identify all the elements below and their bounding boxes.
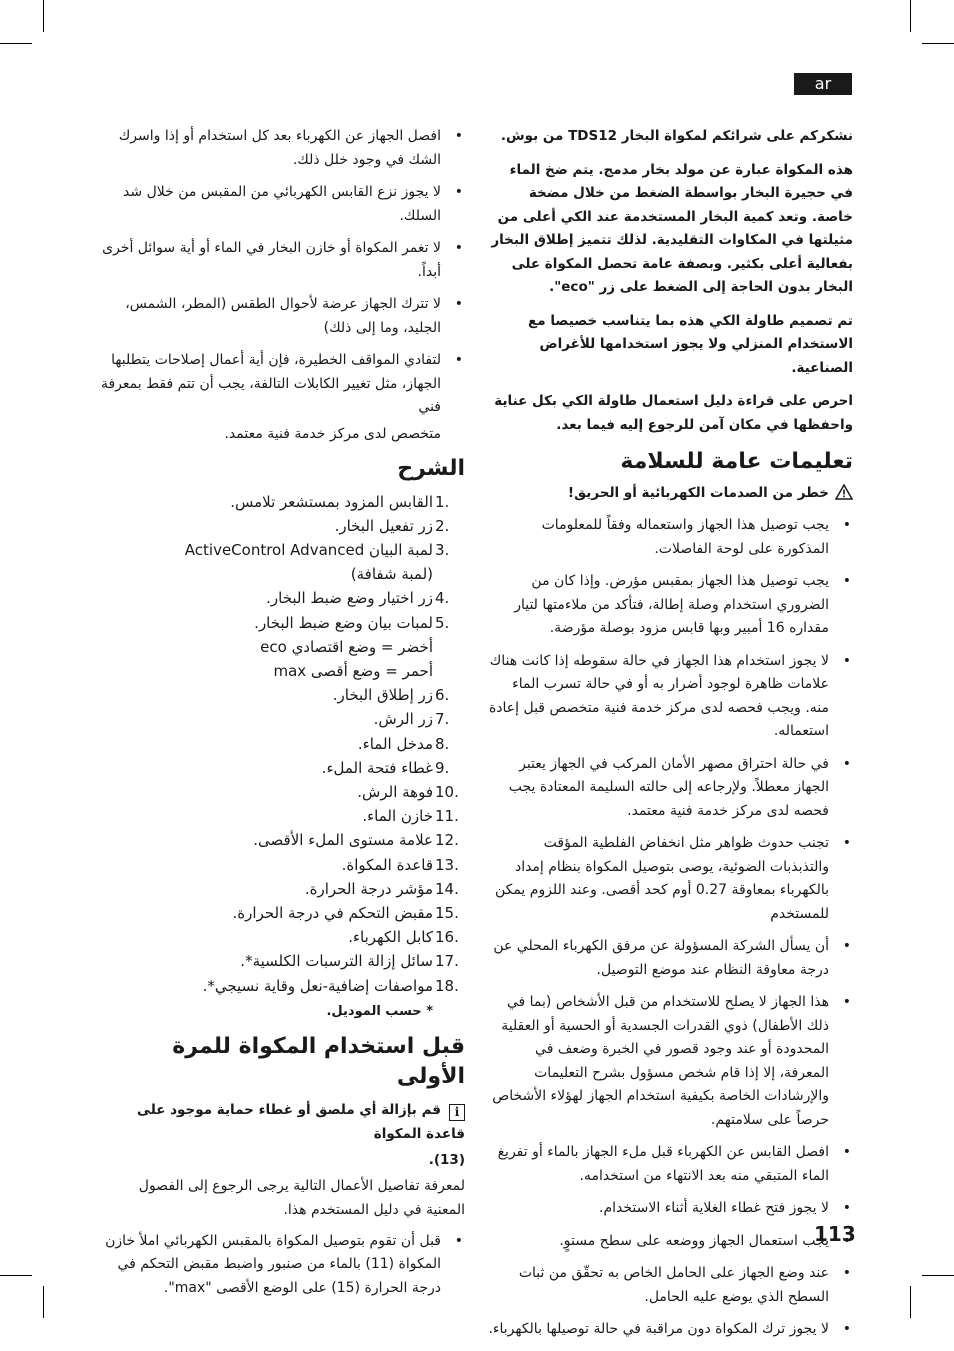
list-item: • في حالة احتراق مصهر الأمان المركب في الجهاز يعتبر الجهاز معطلاً. ولإرجاعه إلى حالته السليمة المعتادة يجب فحصه لدى مركز خدمة فنية معتمد. [488,753,853,824]
part-item: 11. خازن الماء. [362,807,459,826]
list-item: • أن يسأل الشركة المسؤولة عن مرفق الكهرباء المحلي عن درجة معاوقة النظام عند موضع التوصيل. [488,935,853,982]
intro-paragraph: نشكركم على شرائكم لمكواة البخار TDS12 من بوش. [500,128,853,144]
safety-heading: تعليمات عامة للسلامة [620,449,853,474]
crop-mark [910,1286,911,1318]
list-item: • افصل الجهاز عن الكهرباء بعد كل استخدام أو إذا واسرك الشك في وجود خلل ذلك. [100,125,465,172]
safety-list-continued [100,125,465,420]
crop-mark [922,43,954,44]
model-note: * حسب الموديل. [326,1003,433,1019]
intro-paragraph: احرص على قراءة دليل استعمال طاولة الكي بكل عناية واحفظها في مكان آمن للرجوع إليه فيما بعد. [494,393,853,433]
list-item: • تجنب حدوث ظواهر مثل انخفاض الفلطية المؤقت والتذبذبات الضوئية، يوصى بتوصيل المكواة بنظام إمداد بالكهرباء بمعاوقة 0.27 أوم كحد أقصى. وعند اللزوم يمكن للمستخدم [488,832,853,926]
list-item: • لا يجوز استخدام هذا الجهاز في حالة سقوطه إذا كانت هناك علامات ظاهرة لوجود أضرار به أو في حالة تسرب الماء منه. ويجب فحصه لدى مركز خدمة فنية متخصص قبل إعادة استعماله. [488,650,853,744]
intro-paragraph: هذه المكواة عبارة عن مولد بخار مدمج. يتم ضخ الماء في حجيرة البخار بواسطة الضغط من خلال مضخة خاصة. وتعد كمية البخار المستخدمة عند الكي أعلى من مثيلتها في المكاوات التقليدية. لذلك تتميز إطلاق البخار بفعالية أعلى بكثير. وبصفة عامة تحصل المكواة على البخار بدون الحاجة إلى الضغط على زر "eco". [491,161,853,295]
part-item: 18. مواصفات إضافية-نعل وقاية نسيجي*. [202,976,459,995]
part-item: 1. القابس المزود بمستشعر تلامس. [230,492,450,511]
list-item: • عند وضع الجهاز على الحامل الخاص به تحقّق من ثبات السطح الذي يوضع عليه الحامل. [488,1262,853,1309]
list-item: • لا يجوز فتح غطاء الغلاية أثناء الاستخدام. [488,1197,853,1221]
list-item: • لا تترك الجهاز عرضة لأحوال الطقس (المطر، الشمس، الجليد، وما إلى ذلك) [100,293,465,340]
info-note-tail: (13). [428,1151,465,1168]
warning-text: خطر من الصدمات الكهربائية أو الحريق! [567,485,829,501]
list-item: • لا يجوز نزع القابس الكهربائي من المقبس من خلال شد السلك. [100,181,465,228]
part-item: 17. سائل إزالة الترسبات الكلسية*. [240,952,459,971]
crop-mark [43,0,44,32]
list-item: • لا يجوز ترك المكواة دون مراقبة في حالة توصيلها بالكهرباء. [488,1318,853,1342]
crop-mark [0,43,32,44]
part-item: 15. مقبض التحكم في درجة الحرارة. [232,903,459,922]
list-item: • يجب استعمال الجهاز ووضعه على سطح مستوٍ. [488,1230,853,1254]
before-list [100,1230,465,1301]
part-item: 16. كابل الكهرباء. [348,928,459,947]
crop-mark [0,1275,32,1276]
list-item: • يجب توصيل هذا الجهاز واستعماله وفقاً للمعلومات المذكورة على لوحة الفاصلات. [488,514,853,561]
info-icon: i [449,1104,465,1121]
crop-mark [910,0,911,32]
part-item: 2. زر تفعيل البخار. [334,516,450,535]
safety-list [488,514,853,1342]
crop-mark [922,1275,954,1276]
part-item: 7. زر الرش. [373,710,450,729]
list-item: • هذا الجهاز لا يصلح للاستخدام من قبل الأشخاص (بما في ذلك الأطفال) ذوي القدرات الجسدية أو الحسية أو العقلية المحدودة أو عند وجود قصور في الخبرة وضعف في المعرفة، إلا إذا قام شخص مسؤول بشرح التعليمات والإرشادات الخاصة بكيفية استخدام الجهاز لهؤلاء الأشخاص حرصاً على سلامتهم. [488,991,853,1132]
part-item: 10. فوهة الرش. [357,782,459,801]
before-paragraph: لمعرفة تفاصيل الأعمال التالية يرجى الرجوع إلى الفصول المعنية في دليل المستخدم هذا. [138,1177,465,1218]
before-first-use-heading: قبل استخدام المكواة للمرة الأولى [172,1033,465,1089]
warning-triangle-icon [835,484,853,506]
part-item: 3. لمبة البيان ActiveControl Advanced (لمبة شفافة) [184,540,450,584]
part-item: 9. غطاء فتحة الملء. [321,758,450,777]
page-number: 113 [814,1222,856,1246]
list-item: • قبل أن تقوم بتوصيل المكواة بالمقبس الكهربائي املأ خازن المكواة (11) بالماء من صنبور واضبط مقبض التحكم في درجة الحرارة (15) على الوضع الأقصى "max". [100,1230,465,1301]
list-item: • افصل القابس عن الكهرباء قبل ملء الجهاز بالماء أو تفريغ الماء المتبقي منه بعد الانتهاء من استخدامه. [488,1141,853,1188]
part-item: 14. مؤشر درجة الحرارة. [304,879,459,898]
part-item: 6. زر إطلاق البخار. [332,686,450,705]
parts-heading: الشرح [397,455,465,481]
part-item: 4. زر اختيار وضع ضبط البخار. [266,589,450,608]
left-column [100,125,465,1309]
parts-list [100,490,465,998]
list-item: • لا تغمر المكواة أو خازن البخار في الماء أو أية سوائل أخرى أبداً. [100,237,465,284]
right-column [488,125,853,1351]
list-item: • يجب توصيل هذا الجهاز بمقبس مؤرض. وإذا كان من الضروري استخدام وصلة إطالة، فتأكد من ملاءمتها لتيار مقداره 16 أمبير وبها قابس مزود بوصلة مؤرضة. [488,570,853,641]
part-item: 12. علامة مستوى الملء الأقصى. [253,831,459,850]
info-note: iقم بإزالة أي ملصق أو غطاء حماية موجود على قاعدة المكواة [137,1101,465,1142]
part-item: 8. مدخل الماء. [357,734,450,753]
part-item: 13. قاعدة المكواة. [341,855,459,874]
language-badge: ar [794,73,852,95]
list-item-continuation: متخصص لدى مركز خدمة فنية معتمد. [224,425,441,442]
part-item: 5. لمبات بيان وضع ضبط البخار. أخضر = وضع اقتصادي eco أحمر = وضع أقصى max [254,613,450,680]
list-item: • لتفادي المواقف الخطيرة، فإن أية أعمال إصلاحات يتطلبها الجهاز، مثل تغيير الكابلات التالفة، يجب أن تتم فقط بمعرفة فني [100,349,465,420]
warning-line [488,483,853,506]
crop-mark [43,1286,44,1318]
intro-paragraph: تم تصميم طاولة الكي هذه بما يتناسب خصيصا مع الاستخدام المنزلي ولا يجوز استخدامها للأغراض الصناعية. [528,312,853,376]
